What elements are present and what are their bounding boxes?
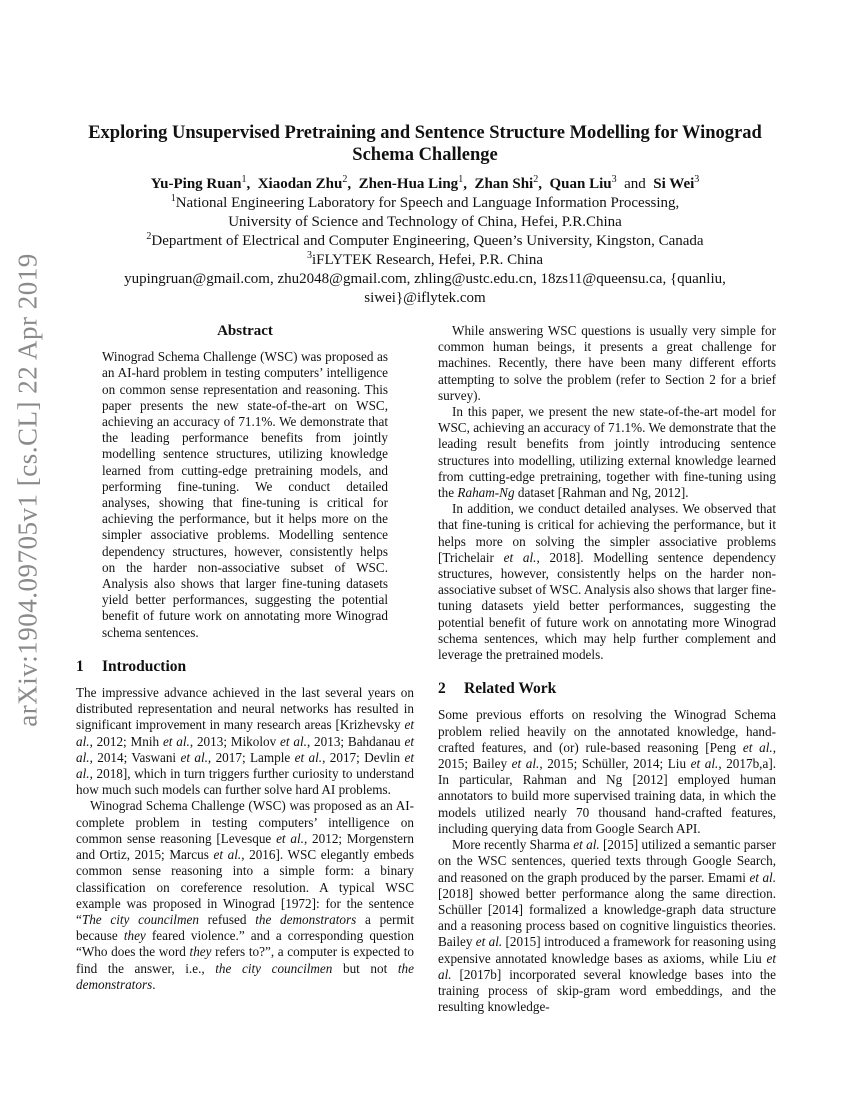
section-number: 1 (76, 657, 84, 675)
intro-paragraph-4: In this paper, we present the new state-of-the-art model for WSC, achieving an accuracy of 71.1%. We demonstrate that the leading result benefits from jointly introducing sentence structures into modelling, utilizing external knowledge learned from cutting-edge pretraining, together with fine-tuning using the Raham-Ng dataset [Rahman and Ng, 2012]. (438, 404, 776, 501)
affiliation-mark: 3 (307, 250, 313, 261)
affiliation-text: National Engineering Laboratory for Speech and Language Information Processing, (175, 195, 680, 211)
author-affiliation-mark: 3 (694, 174, 700, 185)
intro-paragraph-3: While answering WSC questions is usually very simple for common human beings, it presents a great challenge for machines. Recently, there have been many different efforts attempting to solve the problem (refer to Section 2 for a brief survey). (438, 323, 776, 403)
arxiv-sidebar (8, 253, 48, 727)
section-heading-related-work (438, 681, 776, 697)
affiliation-text: University of Science and Technology of China, Hefei, P.R.China (228, 214, 622, 230)
paper-title: Exploring Unsupervised Pretraining and Sentence Structure Modelling for Winograd Schema Challenge (88, 123, 762, 165)
intro-paragraph-2: Winograd Schema Challenge (WSC) was proposed as an AI-complete problem in testing computers’ intelligence on common sense reasoning [Levesque et al., 2012; Morgenstern and Ortiz, 2015; Marcus et al., 2016]. WSC elegantly embeds common sense reasoning into a simple form: a binary classification on coreference resolution. A typical WSC example was proposed in Winograd [1972]: for the sentence “The city councilmen refused the demonstrators a permit because they feared violence.” and a corresponding question “Who does the word they refers to?”, a computer is expected to find the answer, i.e., the city councilmen but not the demonstrators. (76, 798, 415, 992)
author-name: Quan Liu (549, 176, 612, 192)
affiliation-mark: 2 (146, 231, 152, 242)
related-paragraph-1: Some previous efforts on resolving the Winograd Schema problem relied heavily on the annotated knowledge, hand-crafted features, and (or) rule-based reasoning [Peng et al., 2015; Bailey et al., 2015; Schüller, 2014; Liu et al., 2017b,a]. In particular, Rahman and Ng [2012] employed human annotators to build more supervised training data, in which the models utilized nearly 70 thousand hand-crafted features, including querying data from Google Search API. (438, 707, 777, 836)
affiliation-line (80, 251, 770, 270)
author-list: Yu-Ping Ruan$^1$, Xiaodan Zhu$^2$, Zhen-Hua Ling$^1$, Zhan Shi$^2$, Quan Liu$^3$ and Si Wei$^3$ (150, 174, 700, 192)
affiliation-mark: 1 (170, 193, 176, 204)
author-affiliation-mark: 1 (241, 174, 247, 185)
author-conjunction: and (624, 176, 646, 192)
author-name: Yu-Ping Ruan (150, 176, 242, 192)
right-column (438, 323, 776, 1015)
abstract-text: Winograd Schema Challenge (WSC) was proposed as an AI-hard problem in testing computers’ intelligence on common sense representation and reasoning. This paper presents the new state-of-the-art on WSC, achieving an accuracy of 71.1%. We demonstrate that the leading performance benefits from jointly modelling sentence structures, utilizing knowledge learned from cutting-edge pretraining models, and performing fine-tuning. We conduct detailed analyses, showing that fine-tuning is critical for achieving the performance, but it helps more on the simpler associative problems. Modelling sentence dependency structures, however, consistently helps on the harder non-associative subset of WSC. Analysis also shows that larger fine-tuning datasets yield better performances, suggesting the potential benefit of future work on annotating more Winograd schema sentences. (102, 349, 388, 640)
section-title: Related Work (464, 680, 557, 698)
affiliation-text: iFLYTEK Research, Hefei, P.R. China (312, 252, 543, 268)
section-title: Introduction (102, 657, 187, 675)
author-affiliation-mark: 1 (458, 174, 464, 185)
related-paragraph-2: More recently Sharma et al. [2015] utilized a semantic parser on the WSC sentences, queried texts through Google Search, and reasoned on the graph produced by the parser. Emami et al. [2018] showed better performance along the same direction. Schüller [2014] formalized a knowledge-graph data structure and a reasoning process based on cognitive linguistics theories. Bailey et al. [2015] introduced a framework for reasoning using expensive annotated knowledge bases as axioms, while Liu et al. [2017b] incorporated several knowledge bases into the training process of skip-gram word embeddings, and the resulting knowledge- (438, 837, 777, 1015)
affiliation-line (80, 194, 770, 213)
author-name: Si Wei (653, 176, 695, 192)
affiliations (80, 194, 770, 308)
arxiv-identifier: arXiv:1904.09705v1 [cs.CL] 22 Apr 2019 (12, 253, 43, 727)
author-affiliation-mark: 3 (611, 174, 617, 185)
author-emails: yupingruan@gmail.com, zhu2048@gmail.com, zhling@ustc.edu.cn, 18zs11@queensu.ca, {quanliu, siwei}@iflytek.com (124, 271, 726, 306)
author-affiliation-mark: 2 (533, 174, 539, 185)
affiliation-text: Department of Electrical and Computer Engineering, Queen’s University, Kingston, Canada (151, 233, 704, 249)
abstract-body (76, 349, 414, 641)
author-name: Zhen-Hua Ling (358, 176, 459, 192)
left-column (76, 323, 414, 993)
section-heading-introduction (76, 659, 414, 675)
author-affiliation-mark: 2 (342, 174, 348, 185)
author-name: Zhan Shi (474, 176, 534, 192)
section-number: 2 (438, 680, 446, 698)
intro-paragraph-5: In addition, we conduct detailed analyses. We observed that that fine-tuning is critical for achieving the performance, but it helps more on solving the simpler associative problems [Trichelair et al., 2018]. Modelling sentence dependency structures, however, consistently helps on the harder non-associative subset of WSC. Analysis also shows that larger fine-tuning datasets yield better performances, suggesting the potential benefit of future work on annotating more Winograd schema sentences, which may help further complement and leverage the pretrained models. (438, 501, 776, 663)
intro-paragraph-1: The impressive advance achieved in the last several years on distributed representation and neural networks has resulted in significant improvement in many research areas [Krizhevsky et al., 2012; Mnih et al., 2013; Mikolov et al., 2013; Bahdanau et al., 2014; Vaswani et al., 2017; Lample et al., 2017; Devlin et al., 2018], which in turn triggers further curiosity to understand how much such models can further solve hard AI problems. (76, 685, 414, 798)
affiliation-line (80, 213, 770, 232)
affiliation-line (80, 232, 770, 251)
author-name: Xiaodan Zhu (257, 176, 343, 192)
abstract-heading: Abstract (217, 323, 273, 339)
